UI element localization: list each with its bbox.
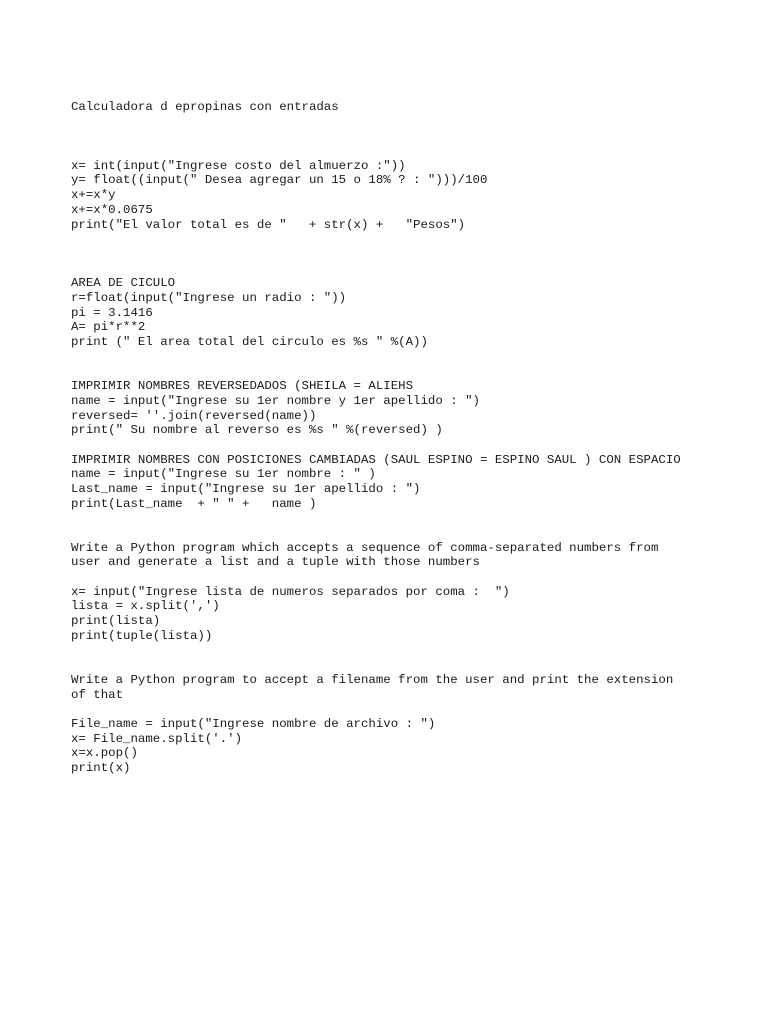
code-block-tip-calculator: [71, 159, 751, 232]
code-line: r=float(input("Ingrese un radio : ")): [71, 291, 347, 305]
section-heading: IMPRIMIR NOMBRES REVERSEDADOS (SHEILA = ALIEHS: [71, 379, 414, 394]
spacer: [71, 438, 751, 453]
spacer: [71, 644, 751, 673]
code-line: print (" El area total del circulo es %s " %(A)): [71, 335, 428, 350]
code-line: print(Last_name + " " + name ): [71, 496, 317, 511]
code-line: x= input("Ingrese lista de numeros separados por coma : "): [71, 584, 510, 599]
document-title: Calculadora d epropinas con entradas: [71, 100, 339, 114]
code-line: reversed= ''.join(reversed(name)): [71, 408, 317, 423]
code-line: print(lista): [71, 614, 161, 629]
code-line: x+=x*0.0675: [71, 202, 153, 217]
description-line: Write a Python program which accepts a sequence of comma-separated numbers from: [71, 540, 659, 555]
code-line: print("El valor total es de " + str(x) + "Pesos"): [71, 217, 466, 232]
code-block-list-tuple: [71, 585, 751, 644]
description-line: Write a Python program to accept a filename from the user and print the extension: [71, 672, 674, 687]
spacer: [71, 702, 751, 717]
code-line: name = input("Ingrese su 1er nombre y 1er apellido : "): [71, 393, 480, 408]
spacer: [71, 232, 751, 276]
code-block-file-extension: [71, 717, 751, 776]
code-line: Last_name = input("Ingrese su 1er apellido : "): [71, 481, 421, 496]
description-line: user and generate a list and a tuple with those numbers: [71, 555, 480, 570]
code-line: x=x.pop(): [71, 746, 138, 761]
code-line: x+=x*y: [71, 188, 116, 203]
code-line: A= pi*r**2: [71, 320, 146, 335]
exercise-description-list-tuple: [71, 541, 751, 570]
code-line: name = input("Ingrese su 1er nombre : " ): [71, 467, 376, 482]
code-line: x= File_name.split('.'): [71, 731, 243, 746]
spacer: [71, 570, 751, 585]
description-line: of that: [71, 687, 124, 702]
section-heading: AREA DE CICULO: [71, 276, 176, 291]
spacer: [71, 511, 751, 540]
exercise-description-file-extension: [71, 673, 751, 702]
code-line: x= int(input("Ingrese costo del almuerzo :")): [71, 158, 406, 173]
code-line: print(tuple(lista)): [71, 628, 213, 643]
spacer: [71, 115, 751, 159]
code-block-circle-area: [71, 276, 751, 349]
code-block-swap-names: [71, 453, 751, 512]
code-block-reverse-name: [71, 379, 751, 438]
spacer: [71, 350, 751, 379]
code-line: y= float((input(" Desea agregar un 15 o 18% ? : ")))/100: [71, 173, 488, 188]
code-line: print(x): [71, 761, 131, 776]
code-line: lista = x.split(','): [71, 599, 220, 614]
document-page: [71, 100, 751, 776]
section-heading: IMPRIMIR NOMBRES CON POSICIONES CAMBIADAS (SAUL ESPINO = ESPINO SAUL ) CON ESPACIO: [71, 452, 681, 467]
code-line: print(" Su nombre al reverso es %s " %(reversed) ): [71, 423, 443, 438]
code-line: pi = 3.1416: [71, 305, 153, 320]
code-line: File_name = input("Ingrese nombre de archivo : "): [71, 716, 436, 731]
